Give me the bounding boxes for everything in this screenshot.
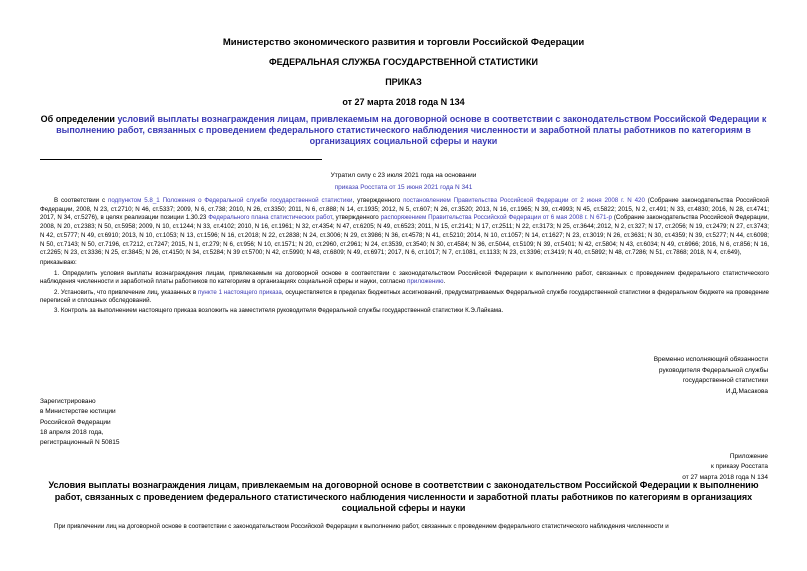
lost-force-basis — [0, 184, 807, 191]
title-prefix: Об определении — [40, 114, 118, 124]
statistical-plan-link[interactable]: Федерального плана статистических работ — [208, 214, 333, 222]
preamble-paragraph — [40, 197, 769, 258]
registration-block — [40, 397, 240, 448]
preamble-text-1: В соответствии с — [54, 197, 108, 204]
appendix-label: Приложение — [729, 453, 768, 460]
appendix-first-line: При привлечении лиц на договорной основе в соответствии с законодательством Российской Федерации к выполнению работ, связанных с проведением федерального статистического наблюдения численности и — [54, 523, 669, 530]
signature-block — [600, 355, 768, 398]
order-item-1 — [40, 270, 769, 287]
lost-force-note: Утратил силу с 23 июля 2021 года на основании — [330, 172, 477, 179]
title-link[interactable]: условий выплаты вознаграждения лицам, привлекаемым на договорной основе в соответствии с законодательством Российской Федерации к выполнению работ, связанных с проведением федерального статистического наблюдения численности и заработной платы работников по категориям в организациях социальной сферы и науки — [56, 114, 767, 146]
order-word: приказываю: — [40, 259, 77, 267]
order-item-1-text: 1. Определить условия выплаты вознаграждения лицам, привлекаемым на договорной основе в соответствии с законодательством Российской Федерации к выполнению работ, связанных с проведением федерального статистического наблюдения численности и заработной платы работников по категориям в организациях социальной сферы и науки, согласно — [40, 269, 769, 286]
appendix-header — [560, 452, 768, 483]
basis-order-link[interactable]: приказа Росстата от 15 июня 2021 года N 341 — [334, 184, 473, 191]
document-date-number: от 27 марта 2018 года N 134 — [342, 97, 465, 107]
preamble-text-2: , утвержденного — [352, 197, 404, 204]
registration-line-3: Российской Федерации — [40, 418, 111, 426]
signature-line-2: руководителя Федеральной службы — [658, 366, 768, 374]
registration-line-1: Зарегистрировано — [40, 398, 96, 405]
signatory-name: И.Д.Масакова — [725, 388, 768, 396]
government-decree-link[interactable]: постановлением Правительства Российской Федерации от 2 июня 2008 г. N 420 — [403, 197, 645, 204]
document-title — [40, 114, 767, 147]
document-type: ПРИКАЗ — [385, 77, 422, 87]
separator-line — [40, 159, 322, 160]
order-body — [40, 197, 769, 318]
order-item-2-text: 2. Установить, что привлечение лиц, указанных в — [54, 288, 198, 296]
point-1-link[interactable]: пункте 1 настоящего приказа — [197, 288, 282, 296]
signature-line-3: государственной статистики — [682, 377, 768, 385]
signature-line-1: Временно исполняющий обязанности — [653, 356, 768, 363]
ministry-heading: Министерство экономического развития и торговли Российской Федерации — [222, 37, 585, 48]
appendix-link[interactable]: приложению — [407, 278, 444, 286]
appendix-title: Условия выплаты вознаграждения лицам, привлекаемым на договорной основе в соответствии с законодательством Российской Федерации к выполнению работ, связанных с проведением федерального статистического наблюдения численности и заработной платы работников по категориям в организациях социальной сферы и науки — [48, 480, 759, 514]
registration-line-2: в Министерстве юстиции — [40, 408, 116, 416]
preamble-text-4: , утвержденного — [332, 214, 381, 222]
regulation-subpoint-link[interactable]: подпунктом 5.8_1 Положения о Федеральной службе государственной статистики — [107, 197, 353, 204]
appendix-date-number: от 27 марта 2018 года N 134 — [682, 473, 768, 481]
registration-line-4: 18 апреля 2018 года, — [40, 428, 104, 436]
registration-line-5: регистрационный N 50815 — [40, 439, 120, 447]
preamble-text-5: (Собрание законодательства Российской Федерации, 2008, N 20, ст.2383; N 50, ст.5958; 2009, N 10, ст.1244; N 33, ст.4102; 2010, N 16, ст.1961; N 32, ст.4354; N 47, ст.6205; N 49, ст.6523; 2011, N 15, ст.2141; N 17, ст.2511; N 22, ст.3173; N 25, ст.3644;.2012, N 2, ст.327; N 17, ст.2056; N 19, ст.2479; N 27, ст.3743; N 42, ст.5777; N 49, ст.6910; 2013, N 10, ст.1053; N 13, ст.1596; N 16, ст.2018; N 22, ст.2838; N 24, ст.3006; N 29, ст.3986; N 36, ст.4578; N 41, ст.5210; 2014, N 10, ст.1057; N 14, ст.1627; N 23, ст.3019; N 26, ст.3631; N 30, ст.4359; N 39, ст.5277; N 44, ст.6098; N 50, ст.7143; N 50, ст.7196, ст.7212, ст.7247; 2015, N 1, ст.279; N 6, ст.956; N 10, ст.1571; N 20, ст.2960, ст.2961; N 24, ст.3539, ст.3540; N 30, ст.4584; N 36, ст.5044, ст.5109; N 39, ст.5401; N 42, ст.5804; N 43, ст.6034; N 49, ст.6966; 2016, N 6, ст.856; N 16, ст.2265; N 23, ст.3336; N 25, ст.3845; N 26, ст.4150; N 34, ст.5284; N 39 ст.5700; N 42, ст.5990; N 48, ст.6809; N 49, ст.6971; 2017, N 6, ст.1017; N 7, ст.1081, ст.1133; N 23, ст.3396; ст.3419; N 40, ст.5892; N 48, ст.7286; N 51, ст.7868; 2018, N 4, ст.649), — [40, 214, 769, 257]
order-item-3: 3. Контроль за выполнением настоящего приказа возложить на заместителя руководителя Федеральной службы государственной статистики К.Э.Лайкама. — [54, 307, 504, 315]
government-order-link[interactable]: распоряжением Правительства Российской Федерации от 6 мая 2008 г. N 671-р — [380, 214, 612, 222]
appendix-to-order: к приказу Росстата — [711, 463, 768, 471]
order-item-2 — [40, 289, 769, 306]
preamble-text-3: (Собрание законодательства Российской Федерации, 2008, N 23, ст.2710; N 46, ст.5337; 2009, N 6, ст.738; 2010, N 26, ст.3350; 2011, N 6, ст.888; N 14, ст.1935; 2012, N 5, ст.607; N 26, ст.3520; 2013, N 16, ст.1965; N 39, ст.4993; N 45, ст.5822; 2015, N 2, ст.491; N 33, ст.4830; 2016, N 28, ст.4741; 2017, N 34, ст.5276), в целях реализации позиции 1.30.23 — [40, 197, 770, 222]
service-heading: ФЕДЕРАЛЬНАЯ СЛУЖБА ГОСУДАРСТВЕННОЙ СТАТИСТИКИ — [269, 57, 538, 67]
order-item-1-end: . — [443, 278, 446, 286]
order-item-2-end: , осуществляется в пределах бюджетных ассигнований, предусматриваемых Федеральной службе государственной статистики в федеральном бюджете на проведение переписей и сплошных обследований. — [40, 288, 769, 305]
